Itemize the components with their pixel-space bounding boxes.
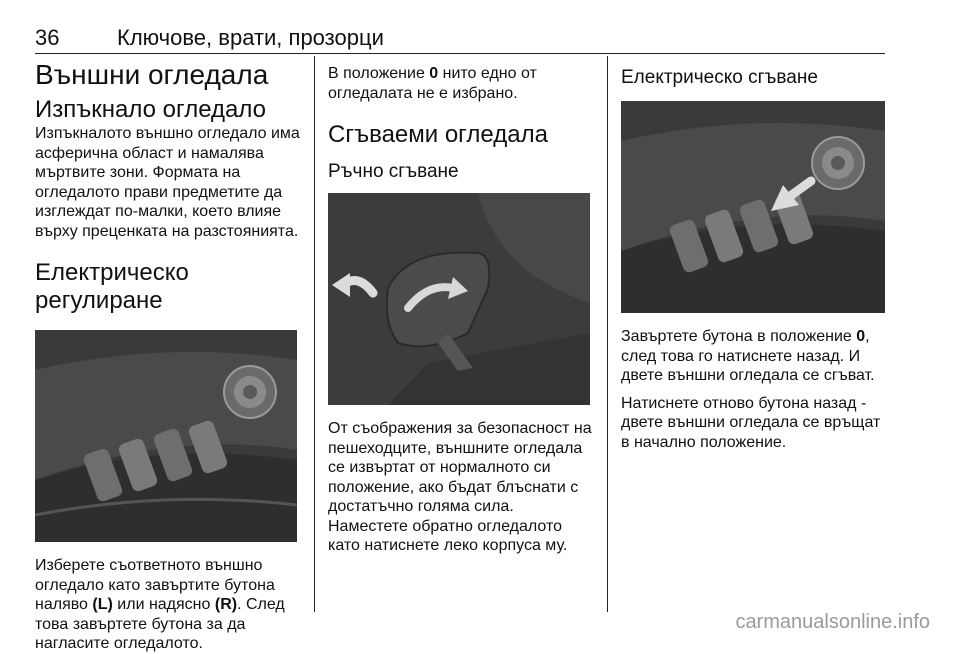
right-label: (R) (214, 596, 238, 613)
fold-position-value: 0 (856, 328, 866, 345)
electric-folding-heading: Електрическо сгъване (621, 67, 818, 88)
pos0-text-part: нито едно от огледалата не е избрано. (328, 65, 537, 102)
position-zero-value: 0 (429, 65, 439, 82)
column-divider (607, 56, 608, 612)
adjust-text-part: Изберете съответното външно огледало като завъртите бутона наляво (35, 557, 275, 613)
column-middle (328, 58, 594, 556)
running-title: Ключове, врати, прозорци (117, 25, 384, 50)
page-number: 36 (35, 25, 60, 50)
pos0-text-part: В положение (328, 65, 430, 82)
convex-mirror-heading: Изпъкнало огледало (35, 96, 267, 123)
electric-fold-text (621, 327, 889, 386)
adjust-text-part: . След това завъртете бутона за да нагласите огледалото. (35, 596, 285, 652)
electric-fold-figure (621, 101, 885, 313)
watermark: carmanualsonline.info (735, 611, 930, 633)
folding-mirrors-heading: Сгъваеми огледала (328, 121, 548, 148)
page-header (35, 27, 885, 54)
column-left (35, 58, 305, 654)
fold-text-part: Завъртете бутона в положение (621, 328, 857, 345)
column-divider (314, 56, 315, 612)
manual-folding-heading: Ръчно сгъване (328, 161, 459, 182)
electric-unfold-text: Натиснете отново бутона назад - двете външни огледала се връщат в начално положение. (621, 394, 881, 451)
section-title: Външни огледала (35, 59, 269, 90)
column-right (621, 58, 889, 452)
position-zero-text (328, 64, 594, 103)
adjust-text-part: или надясно (112, 596, 215, 613)
electric-adjust-text (35, 556, 305, 654)
fold-text-part: , след това го натиснете назад. И двете външни огледала се сгъват. (621, 328, 875, 384)
manual-folding-text: От съображения за безопасност на пешеходците, външните огледала се извъртат от нормалното си положение, ако бъдат блъснати с достатъчно голяма сила. Наместете обратно огледалото като натиснете леко корпуса му. (328, 420, 592, 554)
left-label: (L) (92, 596, 113, 613)
mirror-switch-figure (35, 330, 297, 542)
electric-adjust-heading: Електрическо регулиране (35, 259, 189, 314)
manual-fold-figure (328, 193, 590, 405)
convex-mirror-text: Изпъкналото външно огледало има асферична област и намалява мъртвите зони. Формата на огледалото прави предметите да изглеждат по-малки, което влияе върху преценката на разстоянията. (35, 125, 300, 240)
